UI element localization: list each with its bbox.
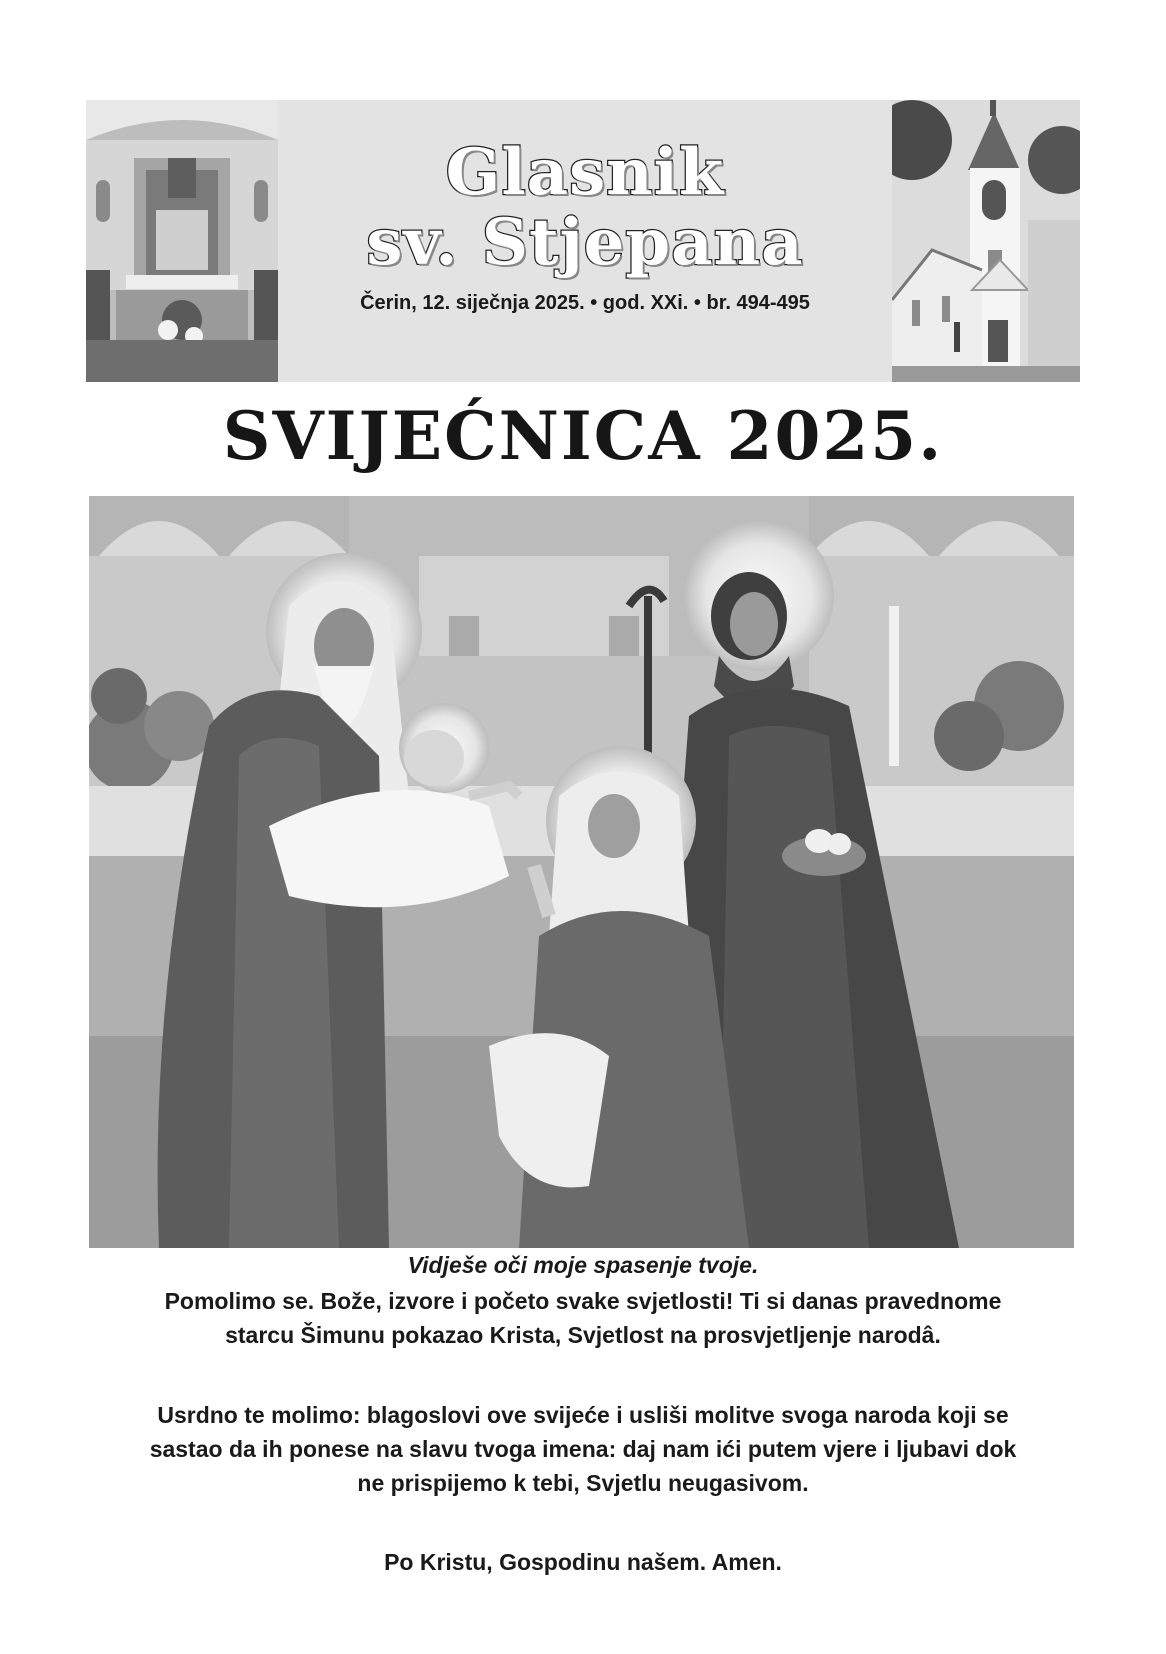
publication-title-line1: Glasnik: [445, 135, 725, 210]
church-interior-photo: [86, 100, 278, 382]
prayer-line: sastao da ih ponese na slavu tvoga imena: daj nam ići putem vjere i ljubavi dok: [149, 1436, 1017, 1462]
title-block: [278, 100, 892, 382]
prayer-paragraph-1: [70, 1284, 1096, 1352]
prayer-closing: [70, 1545, 1096, 1579]
prayer-closing-line: Po Kristu, Gospodinu našem. Amen.: [384, 1549, 782, 1575]
presentation-painting: [89, 496, 1074, 1248]
publication-title-line2: sv. Stjepana: [366, 205, 804, 280]
church-exterior-photo: [892, 100, 1080, 382]
prayer-line: starcu Šimunu pokazao Krista, Svjetlost na prosvjetljenje narodâ.: [225, 1322, 941, 1348]
picture-caption: Vidješe oči moje spasenje tvoje.: [407, 1252, 759, 1278]
prayer-line: ne prispijemo k tebi, Svjetlu neugasivom.: [357, 1470, 809, 1496]
prayer-line: Pomolimo se. Bože, izvore i početo svake svjetlosti! Ti si danas pravednome: [164, 1288, 1002, 1314]
prayer-paragraph-2: [70, 1398, 1096, 1500]
prayer-line: Usrdno te molimo: blagoslovi ove svijeće i usliši molitve svoga naroda koji se: [157, 1402, 1009, 1428]
headline: SVIJEĆNICA 2025.: [222, 397, 944, 475]
issue-info: Čerin, 12. siječnja 2025. • god. XXi. • br. 494-495: [360, 292, 810, 314]
masthead: [86, 100, 1080, 382]
